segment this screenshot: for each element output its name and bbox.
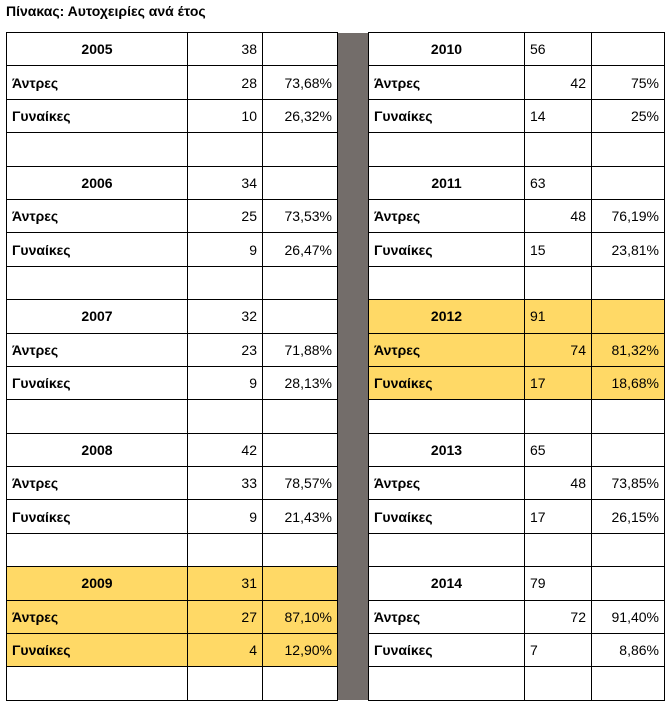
empty-cell xyxy=(592,400,665,433)
men-percent-cell: 87,10% xyxy=(263,600,338,633)
empty-cell xyxy=(263,533,338,566)
men-label: Άντρες xyxy=(369,199,525,232)
empty-cell xyxy=(592,33,665,66)
men-count-cell: 48 xyxy=(525,467,592,500)
total-cell: 38 xyxy=(188,33,263,66)
table-row xyxy=(7,567,665,600)
women-count-cell: 17 xyxy=(525,366,592,399)
women-percent-cell: 25% xyxy=(592,99,665,132)
total-cell: 79 xyxy=(525,567,592,600)
women-label: Γυναίκες xyxy=(7,233,188,266)
women-label: Γυναίκες xyxy=(369,99,525,132)
year-cell: 2011 xyxy=(369,166,525,199)
women-label: Γυναίκες xyxy=(7,99,188,132)
total-cell: 32 xyxy=(188,300,263,333)
men-label: Άντρες xyxy=(369,600,525,633)
men-count-cell: 23 xyxy=(188,333,263,366)
women-count-cell: 9 xyxy=(188,233,263,266)
empty-cell xyxy=(369,533,525,566)
men-label: Άντρες xyxy=(7,199,188,232)
table-row xyxy=(7,667,665,700)
women-label: Γυναίκες xyxy=(369,366,525,399)
empty-cell xyxy=(592,533,665,566)
table-row xyxy=(7,66,665,99)
total-cell: 65 xyxy=(525,433,592,466)
year-cell: 2012 xyxy=(369,300,525,333)
empty-cell xyxy=(263,33,338,66)
men-percent-cell: 71,88% xyxy=(263,333,338,366)
year-cell: 2007 xyxy=(7,300,188,333)
table-row xyxy=(7,199,665,232)
table-row xyxy=(7,600,665,633)
empty-cell xyxy=(188,400,263,433)
men-label: Άντρες xyxy=(369,467,525,500)
empty-cell xyxy=(263,166,338,199)
men-label: Άντρες xyxy=(7,333,188,366)
women-label: Γυναίκες xyxy=(7,500,188,533)
empty-cell xyxy=(525,400,592,433)
women-count-cell: 9 xyxy=(188,366,263,399)
empty-cell xyxy=(7,266,188,299)
empty-cell xyxy=(263,300,338,333)
table-row xyxy=(7,300,665,333)
men-count-cell: 33 xyxy=(188,467,263,500)
empty-cell xyxy=(7,667,188,700)
empty-cell xyxy=(263,567,338,600)
men-percent-cell: 73,68% xyxy=(263,66,338,99)
empty-cell xyxy=(525,266,592,299)
women-percent-cell: 26,15% xyxy=(592,500,665,533)
empty-cell xyxy=(592,133,665,166)
table-row xyxy=(7,366,665,399)
women-label: Γυναίκες xyxy=(369,634,525,667)
table-row xyxy=(7,166,665,199)
year-cell: 2010 xyxy=(369,33,525,66)
empty-cell xyxy=(7,400,188,433)
women-label: Γυναίκες xyxy=(7,366,188,399)
empty-cell xyxy=(188,533,263,566)
men-count-cell: 48 xyxy=(525,199,592,232)
total-cell: 63 xyxy=(525,166,592,199)
total-cell: 91 xyxy=(525,300,592,333)
men-percent-cell: 73,85% xyxy=(592,467,665,500)
empty-cell xyxy=(188,667,263,700)
table-row xyxy=(7,99,665,132)
suicides-table xyxy=(6,32,665,701)
women-percent-cell: 28,13% xyxy=(263,366,338,399)
men-label: Άντρες xyxy=(369,333,525,366)
men-label: Άντρες xyxy=(7,600,188,633)
women-label: Γυναίκες xyxy=(369,500,525,533)
men-count-cell: 42 xyxy=(525,66,592,99)
women-count-cell: 15 xyxy=(525,233,592,266)
women-percent-cell: 23,81% xyxy=(592,233,665,266)
page-title: Πίνακας: Αυτοχειρίες ανά έτος xyxy=(6,3,206,19)
empty-cell xyxy=(7,133,188,166)
women-label: Γυναίκες xyxy=(369,233,525,266)
empty-cell xyxy=(188,133,263,166)
empty-cell xyxy=(369,667,525,700)
empty-cell xyxy=(263,400,338,433)
men-count-cell: 27 xyxy=(188,600,263,633)
women-count-cell: 17 xyxy=(525,500,592,533)
table-row xyxy=(7,333,665,366)
men-label: Άντρες xyxy=(7,66,188,99)
empty-cell xyxy=(7,533,188,566)
empty-cell xyxy=(592,567,665,600)
women-percent-cell: 8,86% xyxy=(592,634,665,667)
women-count-cell: 4 xyxy=(188,634,263,667)
total-cell: 42 xyxy=(188,433,263,466)
empty-cell xyxy=(369,400,525,433)
year-cell: 2005 xyxy=(7,33,188,66)
total-cell: 31 xyxy=(188,567,263,600)
empty-cell xyxy=(592,166,665,199)
men-percent-cell: 91,40% xyxy=(592,600,665,633)
table-row xyxy=(7,233,665,266)
table-row xyxy=(7,433,665,466)
table-row xyxy=(7,133,665,166)
empty-cell xyxy=(188,266,263,299)
empty-cell xyxy=(263,667,338,700)
table-row xyxy=(7,266,665,299)
men-count-cell: 74 xyxy=(525,333,592,366)
empty-cell xyxy=(525,667,592,700)
women-percent-cell: 26,32% xyxy=(263,99,338,132)
empty-cell xyxy=(525,533,592,566)
empty-cell xyxy=(525,133,592,166)
women-count-cell: 14 xyxy=(525,99,592,132)
women-label: Γυναίκες xyxy=(7,634,188,667)
empty-cell xyxy=(263,133,338,166)
empty-cell xyxy=(263,433,338,466)
women-count-cell: 10 xyxy=(188,99,263,132)
men-percent-cell: 81,32% xyxy=(592,333,665,366)
table-row xyxy=(7,33,665,66)
women-count-cell: 7 xyxy=(525,634,592,667)
column-separator xyxy=(338,33,369,701)
empty-cell xyxy=(369,266,525,299)
men-percent-cell: 78,57% xyxy=(263,467,338,500)
table-row xyxy=(7,467,665,500)
year-cell: 2008 xyxy=(7,433,188,466)
women-percent-cell: 18,68% xyxy=(592,366,665,399)
total-cell: 34 xyxy=(188,166,263,199)
table-row xyxy=(7,500,665,533)
year-cell: 2006 xyxy=(7,166,188,199)
women-percent-cell: 12,90% xyxy=(263,634,338,667)
men-percent-cell: 75% xyxy=(592,66,665,99)
men-percent-cell: 76,19% xyxy=(592,199,665,232)
men-count-cell: 72 xyxy=(525,600,592,633)
empty-cell xyxy=(369,133,525,166)
table-row xyxy=(7,634,665,667)
year-cell: 2014 xyxy=(369,567,525,600)
total-cell: 56 xyxy=(525,33,592,66)
women-percent-cell: 26,47% xyxy=(263,233,338,266)
table-row xyxy=(7,533,665,566)
empty-cell xyxy=(592,266,665,299)
men-label: Άντρες xyxy=(369,66,525,99)
men-count-cell: 28 xyxy=(188,66,263,99)
empty-cell xyxy=(592,300,665,333)
year-cell: 2009 xyxy=(7,567,188,600)
empty-cell xyxy=(592,433,665,466)
men-count-cell: 25 xyxy=(188,199,263,232)
women-count-cell: 9 xyxy=(188,500,263,533)
empty-cell xyxy=(263,266,338,299)
women-percent-cell: 21,43% xyxy=(263,500,338,533)
men-label: Άντρες xyxy=(7,467,188,500)
men-percent-cell: 73,53% xyxy=(263,199,338,232)
empty-cell xyxy=(592,667,665,700)
year-cell: 2013 xyxy=(369,433,525,466)
table-row xyxy=(7,400,665,433)
